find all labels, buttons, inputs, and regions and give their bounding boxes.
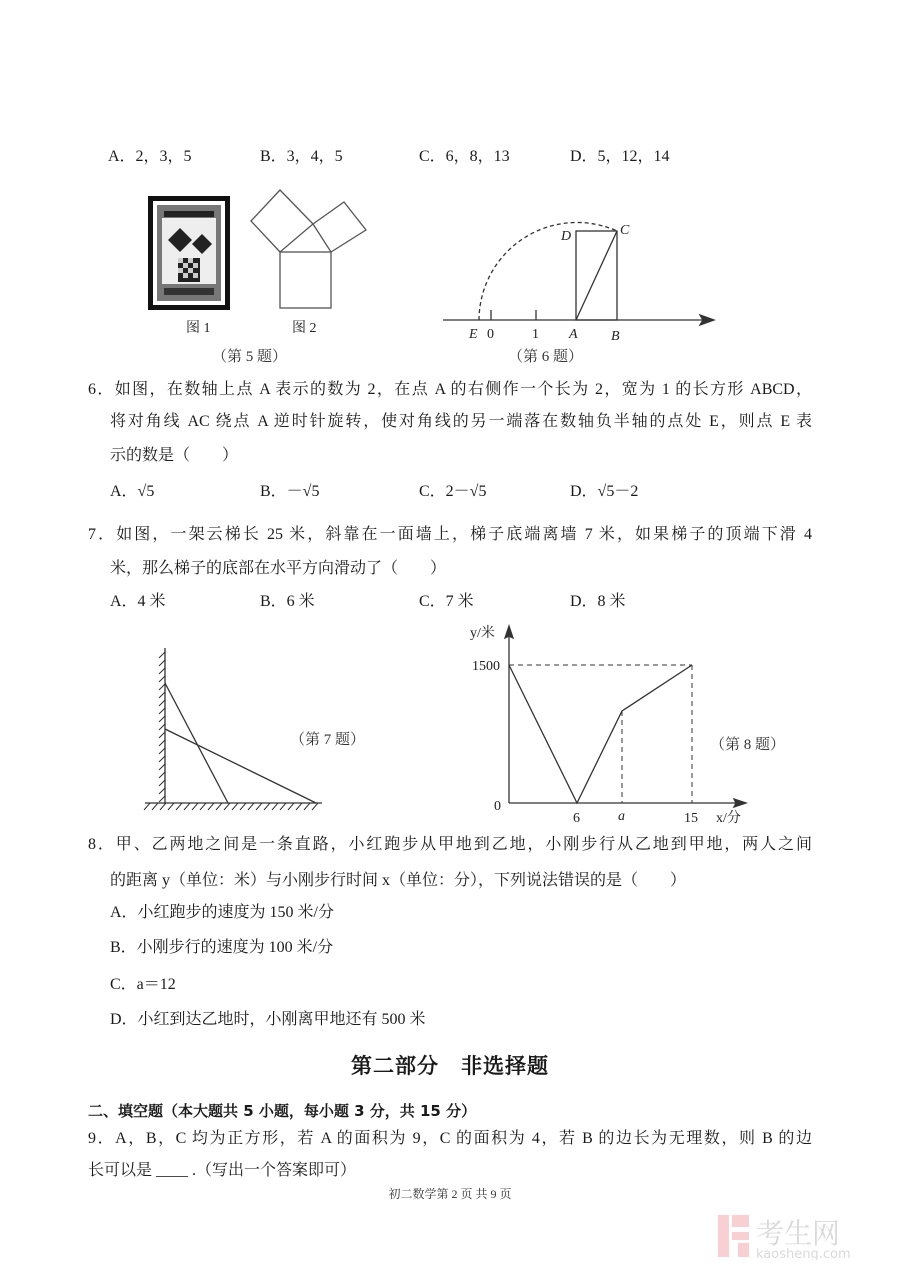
fig5-stamp-image (148, 196, 230, 310)
fig6-label-a: A (569, 327, 578, 342)
fig5-pythagoras-squares (251, 190, 366, 308)
fig8-graph (505, 626, 746, 807)
fig8-x-tick-6: 6 (573, 811, 580, 826)
q6-text-line-1: 6．如图，在数轴上点 A 表示的数为 2，在点 A 的右侧作一个长为 2，宽为 1 的长方形 ABCD， (88, 381, 812, 398)
kaosheng-watermark-logo (718, 1205, 888, 1260)
fig8-x-tick-15: 15 (684, 811, 698, 826)
fig8-x-axis-label: x/分 (716, 811, 741, 826)
fig5-caption: （第 5 题） (212, 349, 288, 365)
watermark-name: 考生网 (756, 1217, 841, 1250)
fig6-number-line (443, 222, 714, 325)
q6-text-line-2: 将对角线 AC 绕点 A 逆时针旋转，使对角线的另一端落在数轴负半轴的点处 E，则点 E 表 (110, 413, 812, 430)
fig8-distance-line (509, 665, 692, 803)
fig8-caption: （第 8 题） (710, 737, 786, 753)
q5-option-a: A．2，3，5 (108, 148, 192, 165)
watermark-url: kaosheng.com (756, 1247, 851, 1260)
q8-text-line-1: 8．甲、乙两地之间是一条直路，小红跑步从甲地到乙地，小刚步行从乙地到甲地，两人之间 (88, 836, 812, 853)
q8-option-d: D．小红到达乙地时，小刚离甲地还有 500 米 (110, 1011, 426, 1028)
q8-option-a: A．小红跑步的速度为 150 米/分 (110, 904, 335, 921)
q5-option-c: C．6，8，13 (419, 148, 510, 165)
q7-text-line-1: 7．如图，一架云梯长 25 米，斜靠在一面墙上，梯子底端离墙 7 米，如果梯子的顶端下滑 4 (88, 526, 812, 543)
q5-option-d: D．5，12，14 (570, 148, 670, 165)
fig6-label-1: 1 (532, 327, 539, 342)
fig6-label-0: 0 (487, 327, 494, 342)
q7-option-c: C．7 米 (419, 593, 474, 610)
fig8-y-tick-1500: 1500 (472, 659, 500, 674)
q6-option-c: C．2－√5 (419, 483, 487, 500)
fig5-fig1-label: 图 1 (186, 321, 211, 336)
fig6-label-c: C (620, 223, 630, 238)
fig7-caption: （第 7 题） (290, 732, 366, 748)
q9-text-line-2: 长可以是 ____ .（写出一个答案即可） (88, 1162, 357, 1179)
fig7-ladder-diagram (144, 648, 322, 810)
fig8-origin-label: 0 (494, 799, 501, 814)
fig6-caption: （第 6 题） (508, 349, 584, 365)
part2-title: 第二部分 非选择题 (351, 1054, 549, 1078)
fig6-label-b: B (611, 329, 620, 344)
q5-option-b: B．3，4，5 (260, 148, 343, 165)
q6-text-line-3: 示的数是（ ） (110, 447, 239, 464)
q9-text-line-1: 9．A，B，C 均为正方形，若 A 的面积为 9，C 的面积为 4，若 B 的边长为无理数，则 B 的边 (88, 1130, 812, 1147)
q7-option-d: D．8 米 (570, 593, 626, 610)
fig6-label-e: E (469, 327, 478, 342)
q6-option-d: D．√5－2 (570, 483, 639, 500)
page-footer: 初二数学第 2 页 共 9 页 (388, 1187, 512, 1201)
q7-text-line-2: 米，那么梯子的底部在水平方向滑动了（ ） (110, 560, 447, 577)
fig5-fig2-label: 图 2 (292, 321, 317, 336)
q8-text-line-2: 的距离 y（单位：米）与小刚步行时间 x（单位：分），下列说法错误的是（ ） (110, 872, 687, 889)
fig8-x-tick-a: a (618, 809, 625, 824)
fig8-y-axis-label: y/米 (470, 626, 495, 641)
q6-option-b: B．－√5 (260, 483, 320, 500)
q7-option-b: B．6 米 (260, 593, 315, 610)
q7-option-a: A．4 米 (110, 593, 166, 610)
fig6-label-d: D (561, 229, 572, 244)
q8-option-c: C．a＝12 (110, 976, 176, 993)
watermark-mark-icon (718, 1215, 749, 1257)
section2-heading: 二、填空题（本大题共 5 小题，每小题 3 分，共 15 分） (88, 1102, 477, 1120)
q6-option-a: A．√5 (110, 483, 155, 500)
q8-option-b: B．小刚步行的速度为 100 米/分 (110, 939, 334, 956)
